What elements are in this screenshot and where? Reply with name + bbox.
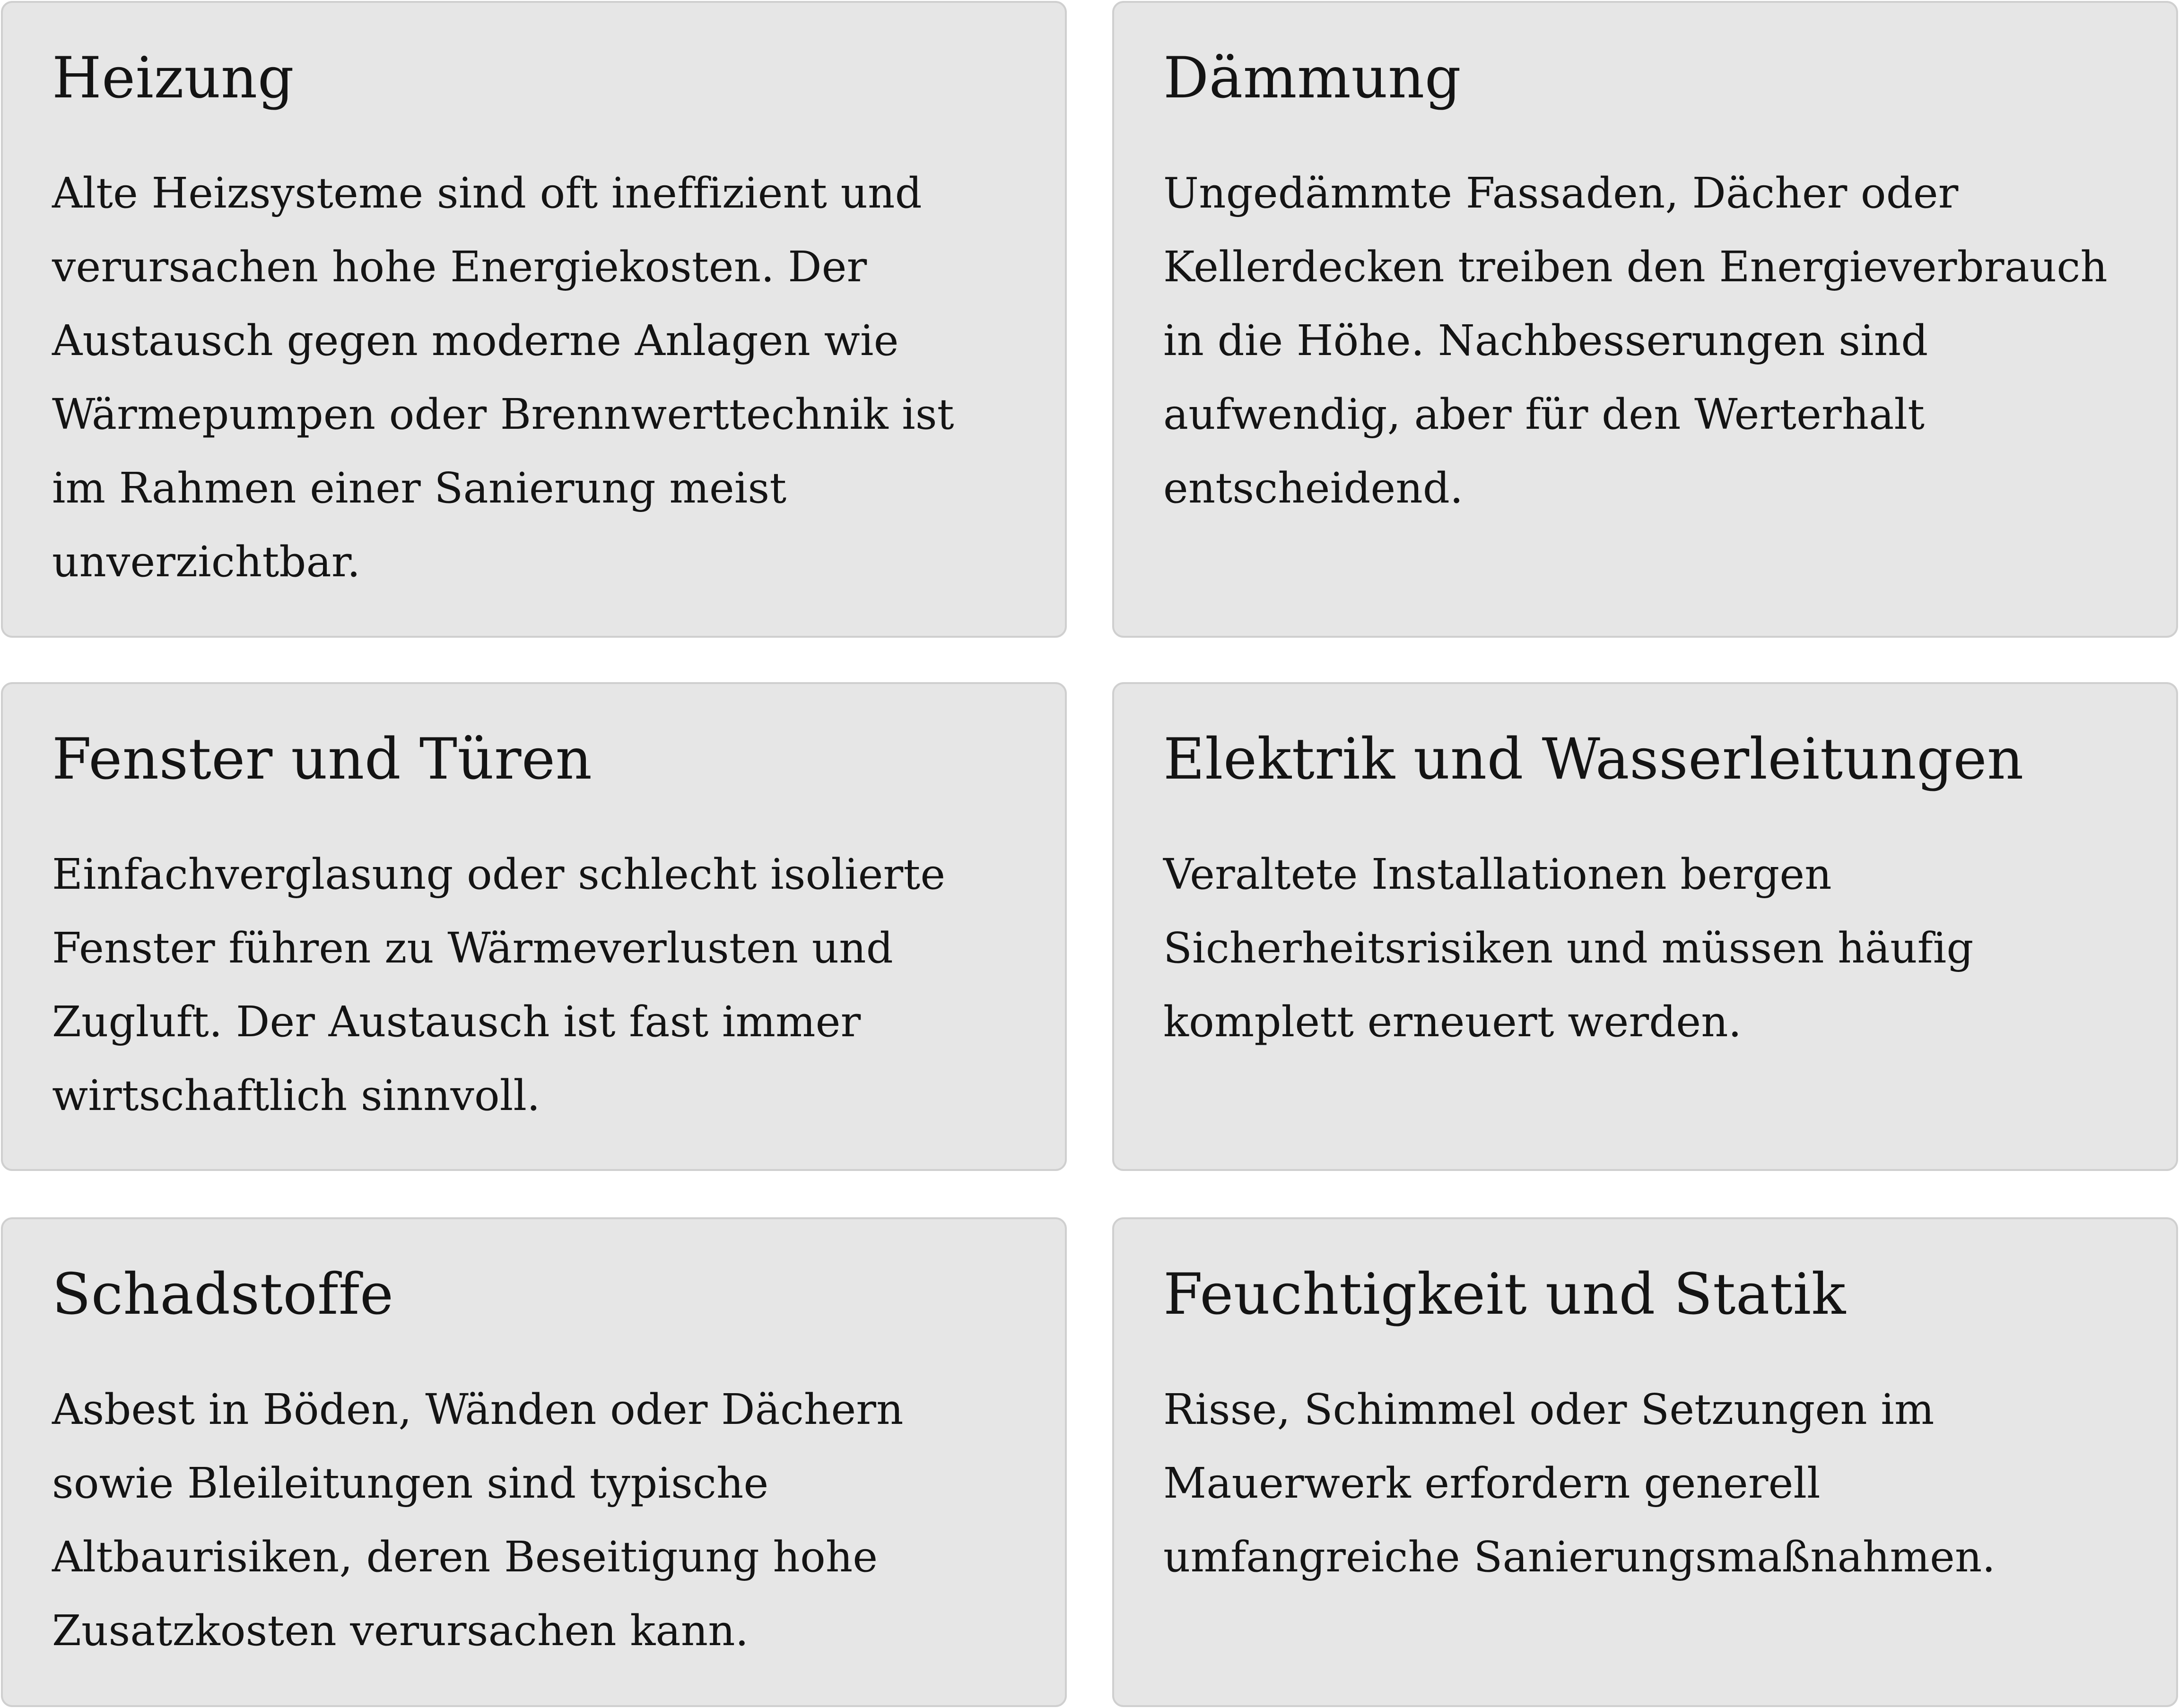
- card-description: [1163, 837, 2129, 1058]
- card-title: Heizung: [52, 45, 295, 111]
- description-line: Zusatzkosten verursachen kann.: [52, 1606, 749, 1655]
- card-elektrik-und-wasserleitungen: [1112, 682, 2178, 1171]
- card-title: Schadstoffe: [52, 1262, 394, 1327]
- description-line: Zugluft. Der Austausch ist fast immer: [52, 997, 861, 1046]
- description-line: aufwendig, aber für den Werterhalt: [1163, 390, 1925, 439]
- description-line: umfangreiche Sanierungsmaßnahmen.: [1163, 1532, 1996, 1581]
- description-line: in die Höhe. Nachbesserungen sind: [1163, 316, 1928, 365]
- description-line: Ungedämmte Fassaden, Dächer oder: [1163, 168, 1959, 217]
- card-title: Feuchtigkeit und Statik: [1163, 1262, 1846, 1327]
- description-line: Alte Heizsysteme sind oft ineffizient und: [52, 168, 922, 217]
- card-fenster-und-tueren: [1, 682, 1067, 1171]
- card-title: Fenster und Türen: [52, 727, 593, 792]
- description-line: verursachen hohe Energiekosten. Der: [52, 242, 867, 291]
- card-description: [1163, 156, 2129, 525]
- card-feuchtigkeit-und-statik: [1112, 1217, 2178, 1707]
- description-line: entscheidend.: [1163, 463, 1464, 512]
- card-schadstoffe: [1, 1217, 1067, 1707]
- card-daemmung: [1112, 1, 2178, 638]
- card-description: [52, 1372, 1018, 1667]
- description-line: Mauerwerk erfordern generell: [1163, 1458, 1821, 1508]
- description-line: im Rahmen einer Sanierung meist: [52, 463, 787, 512]
- description-line: Risse, Schimmel oder Setzungen im: [1163, 1385, 1935, 1434]
- card-title: Dämmung: [1163, 45, 1462, 111]
- description-line: Einfachverglasung oder schlecht isolierte: [52, 850, 946, 899]
- description-line: Altbaurisiken, deren Beseitigung hohe: [52, 1532, 878, 1581]
- card-description: [52, 837, 1018, 1132]
- description-line: Wärmepumpen oder Brennwerttechnik ist: [52, 390, 954, 439]
- card-description: [52, 156, 1018, 598]
- card-title: Elektrik und Wasserleitungen: [1163, 727, 2024, 792]
- description-line: Veraltete Installationen bergen: [1163, 850, 1832, 899]
- description-line: komplett erneuert werden.: [1163, 997, 1742, 1046]
- description-line: Sicherheitsrisiken und müssen häufig: [1163, 923, 1974, 972]
- card-description: [1163, 1372, 2129, 1594]
- description-line: sowie Bleileitungen sind typische: [52, 1458, 769, 1508]
- description-line: Fenster führen zu Wärmeverlusten und: [52, 923, 893, 972]
- description-line: Asbest in Böden, Wänden oder Dächern: [52, 1385, 904, 1434]
- description-line: unverzichtbar.: [52, 537, 361, 586]
- description-line: Kellerdecken treiben den Energieverbrauch: [1163, 242, 2108, 291]
- description-line: wirtschaftlich sinnvoll.: [52, 1071, 540, 1120]
- card-heizung: [1, 1, 1067, 638]
- description-line: Austausch gegen moderne Anlagen wie: [52, 316, 899, 365]
